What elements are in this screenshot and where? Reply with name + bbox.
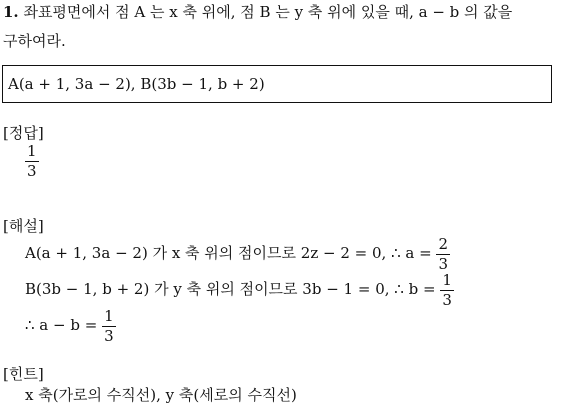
explanation-line-3 — [25, 308, 116, 344]
answer-denominator: 3 — [27, 161, 37, 180]
hint-label: [힌트] — [3, 365, 44, 383]
explanation-line-3-text: ∴ a − b = — [25, 316, 98, 334]
line-2-denominator: 3 — [442, 290, 452, 309]
answer-numerator: 1 — [27, 142, 37, 160]
answer-label: [정답] — [3, 124, 44, 142]
line-3-denominator: 3 — [104, 326, 114, 345]
answer-value — [25, 143, 39, 179]
explanation-line-3-fraction — [102, 308, 116, 344]
point-b: B(3b − 1, b + 2) — [140, 75, 265, 93]
explanation-line-1 — [25, 236, 450, 272]
explanation-line-1-fraction — [436, 236, 450, 272]
line-3-numerator: 1 — [104, 307, 114, 325]
explanation-line-2-fraction — [440, 272, 454, 308]
problem-text: 좌표평면에서 점 A 는 x 축 위에, 점 B 는 y 축 위에 있을 때, a − b 의 값을 — [23, 3, 513, 21]
answer-fraction — [25, 143, 39, 179]
line-1-numerator: 2 — [438, 235, 448, 253]
explanation-line-2-text: B(3b − 1, b + 2) 가 y 축 위의 점이므로 3b − 1 = 0, ∴ b = — [25, 280, 436, 298]
point-a: A(a + 1, 3a − 2), — [8, 75, 136, 93]
explanation-line-2 — [25, 272, 454, 308]
problem-line-1 — [3, 4, 512, 21]
hint-text: x 축(가로의 수직선), y 축(세로의 수직선) — [25, 386, 297, 404]
line-2-numerator: 1 — [442, 271, 452, 289]
problem-line-2: 구하여라. — [3, 32, 66, 50]
condition-text — [8, 76, 265, 93]
problem-number: 1. — [3, 3, 19, 21]
explanation-label: [해설] — [3, 217, 44, 235]
explanation-line-1-text: A(a + 1, 3a − 2) 가 x 축 위의 점이므로 2z − 2 = 0, ∴ a = — [25, 244, 432, 262]
line-1-denominator: 3 — [438, 254, 448, 273]
